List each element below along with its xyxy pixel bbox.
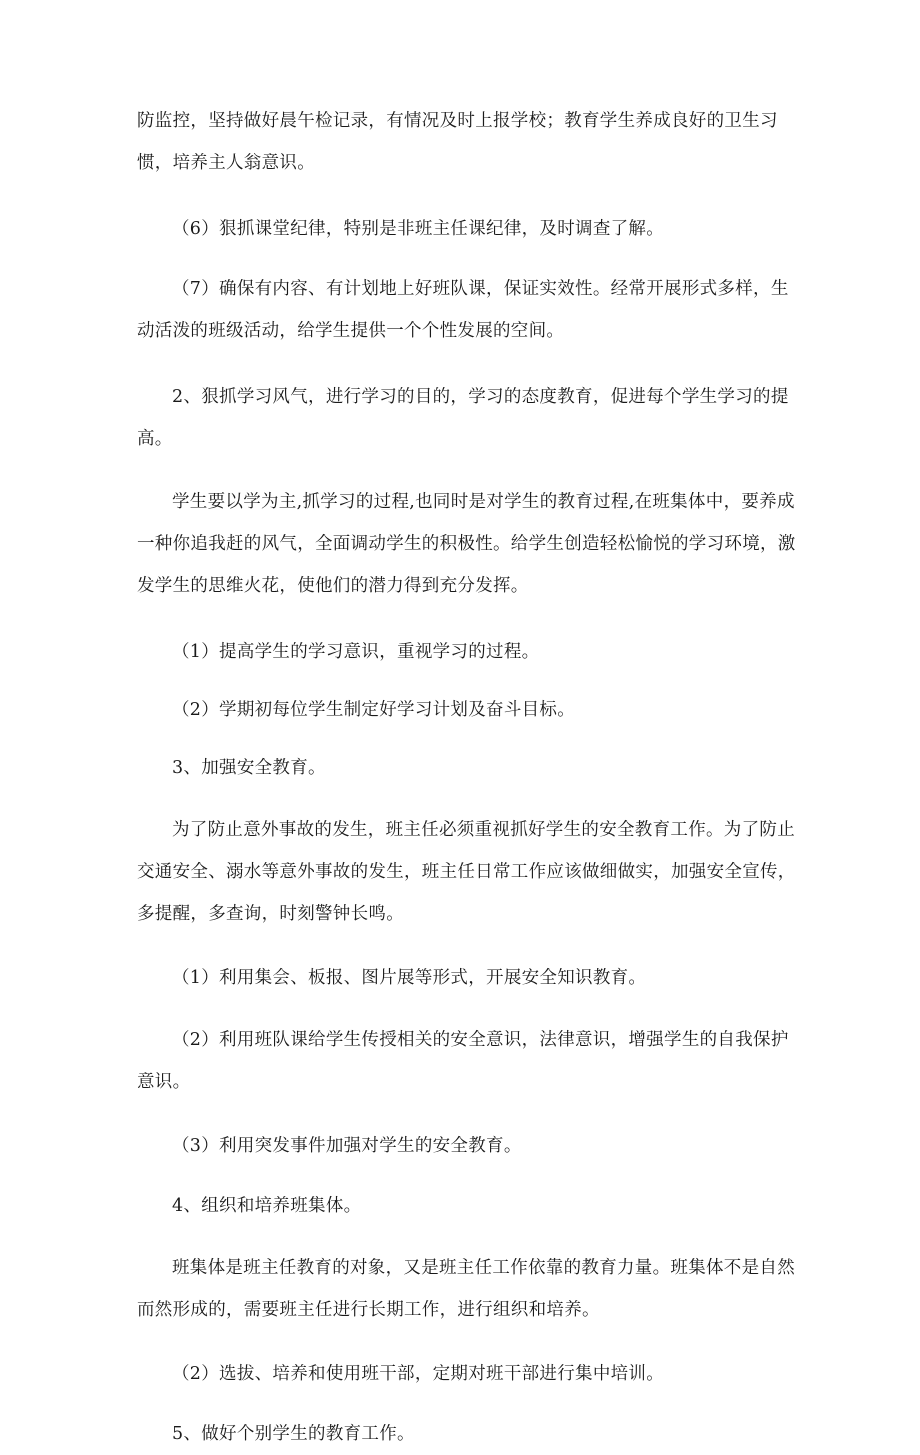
paragraph-9: 为了防止意外事故的发生，班主任必须重视抓好学生的安全教育工作。为了防止交通安全、溺水等意外事故的发生，班主任日常工作应该做细做实，加强安全宣传，多提醒，多查询，时刻警钟长鸣。: [137, 820, 796, 924]
paragraph-8: 3、加强安全教育。: [172, 758, 326, 778]
paragraph-3: （7）确保有内容、有计划地上好班队课，保证实效性。经常开展形式多样，生动活泼的班级活动，给学生提供一个个性发展的空间。: [137, 279, 789, 341]
paragraph-6: （1）提高学生的学习意识，重视学习的过程。: [172, 642, 540, 662]
paragraph-4: 2、狠抓学习风气，进行学习的目的，学习的态度教育，促进每个学生学习的提高。: [137, 387, 789, 449]
paragraph-1: 防监控，坚持做好晨午检记录，有情况及时上报学校；教育学生养成良好的卫生习惯，培养主人翁意识。: [137, 111, 778, 173]
document-body: [137, 100, 797, 1455]
paragraph-16: 5、做好个别学生的教育工作。: [172, 1424, 415, 1444]
paragraph-14: 班集体是班主任教育的对象，又是班主任工作依靠的教育力量。班集体不是自然而然形成的，需要班主任进行长期工作，进行组织和培养。: [137, 1258, 795, 1320]
paragraph-7: （2）学期初每位学生制定好学习计划及奋斗目标。: [172, 700, 576, 720]
paragraph-15: （2）选拔、培养和使用班干部，定期对班干部进行集中培训。: [172, 1364, 665, 1384]
paragraph-13: 4、组织和培养班集体。: [172, 1196, 362, 1216]
paragraph-10: （1）利用集会、板报、图片展等形式，开展安全知识教育。: [172, 968, 647, 988]
paragraph-12: （3）利用突发事件加强对学生的安全教育。: [172, 1136, 522, 1156]
paragraph-5: 学生要以学为主,抓学习的过程,也同时是对学生的教育过程,在班集体中，要养成一种你追我赶的风气，全面调动学生的积极性。给学生创造轻松愉悦的学习环境，激发学生的思维火花，使他们的潜力得到充分发挥。: [137, 492, 796, 596]
paragraph-11: （2）利用班队课给学生传授相关的安全意识，法律意识，增强学生的自我保护意识。: [137, 1030, 789, 1092]
paragraph-2: （6）狠抓课堂纪律，特别是非班主任课纪律，及时调查了解。: [172, 219, 665, 239]
